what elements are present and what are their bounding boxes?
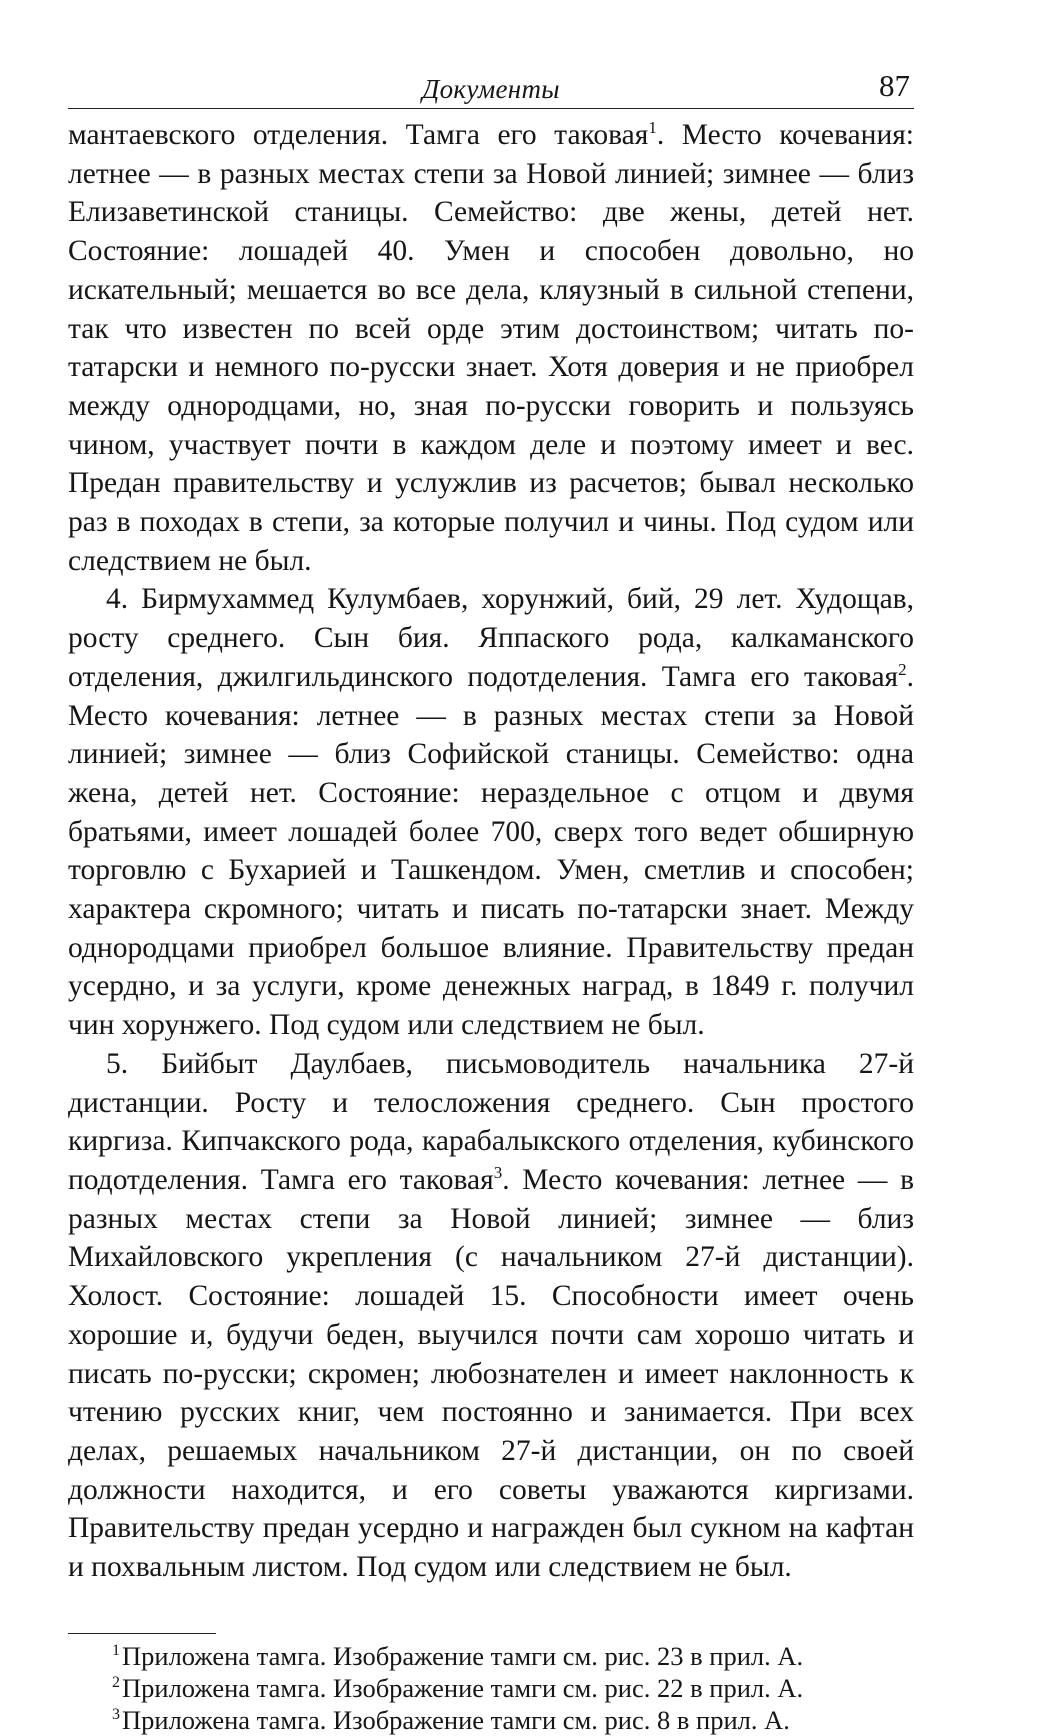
footnote: [112, 1640, 914, 1672]
paragraph-text: 4. Бирмухаммед Кулумбаев, хорунжий, бий, 29 лет. Худощав, росту среднего. Сын бия. Яппаского рода, калкаманского отделения, джилгильдинского подотделения. Тамга его таковая: [68, 583, 914, 693]
footnotes: [68, 1640, 914, 1736]
footnote-mark: 2: [112, 1673, 120, 1691]
book-page: [68, 68, 914, 1735]
paragraph-entry-5: [68, 1045, 914, 1587]
footnote-ref: 2: [898, 660, 907, 680]
body-text: [68, 116, 914, 1587]
paragraph-text: . Место кочевания: летнее — в разных местах степи за Новой линией; зимнее — близ Михайловского укрепления (с начальником 27-й дистанции). Холост. Состояние: лошадей 15. Способности имеет очень хорошие и, будучи беден, выучился почти сам хорошо читать и писать по-русски; скромен; любознателен и имеет наклонность к чтению русских книг, чем постоянно и занимается. При всех делах, решаемых начальником 27-й дистанции, он по своей должности находится, и его советы уважаются киргизами. Правительству предан усердно и награжден был сукном на кафтан и похвальным листом. Под судом или следствием не был.: [68, 1163, 914, 1584]
footnote-mark: 1: [112, 1641, 120, 1659]
footnote-text: Приложена тамга. Изображение тамги см. рис. 22 в прил. А.: [122, 1672, 804, 1703]
paragraph-text: . Место кочевания: летнее — в разных местах степи за Новой линией; зимнее — близ Елизаветинской станицы. Семейство: две жены, детей нет. Состояние: лошадей 40. Умен и способен довольно, но искательный; мешается во все дела, кляузный в сильной степени, так что известен по всей орде этим достоинством; читать по-татарски и немного по-русски знает. Хотя доверия и не приобрел между однородцами, но, зная по-русски говорить и пользуясь чином, участвует почти в каждом деле и поэтому имеет и вес. Предан правительству и услужлив из расчетов; бывал несколько раз в походах в степи, за которые получил и чины. Под судом или следствием не был.: [68, 119, 914, 577]
footnote-text: Приложена тамга. Изображение тамги см. рис. 8 в прил. А.: [122, 1704, 790, 1735]
paragraph-text: мантаевского отделения. Тамга его таковая: [68, 119, 649, 151]
footnote-ref: 1: [648, 118, 657, 138]
footnote: [112, 1672, 914, 1704]
paragraph-text: . Место кочевания: летнее — в разных местах степи за Новой линией; зимнее — близ Софийской станицы. Семейство: одна жена, детей нет. Состояние: нераздельное с отцом и двумя братьями, имеет лошадей более 700, сверх того ведет обширную торговлю с Бухарией и Ташкендом. Умен, сметлив и способен; характера скромного; читать и писать по-татарски знает. Между однородцами приобрел большое влияние. Правительству предан усердно, и за услуги, кроме денежных наград, в 1849 г. получил чин хорунжего. Под судом или следствием не был.: [68, 660, 914, 1042]
page-number: 87: [879, 68, 910, 103]
paragraph-entry-4: [68, 580, 914, 1044]
running-title: Документы: [422, 74, 560, 104]
footnote-text: Приложена тамга. Изображение тамги см. рис. 23 в прил. А.: [122, 1640, 804, 1671]
footnote: [112, 1704, 914, 1736]
footnote-ref: 3: [493, 1163, 503, 1183]
footnote-mark: 3: [112, 1705, 120, 1723]
paragraph-continued: [68, 116, 914, 580]
footnote-divider: [68, 1633, 216, 1634]
paragraph-text: 5. Бийбыт Даулбаев, письмоводитель начальника 27-й дистанции. Росту и телосложения среднего. Сын простого киргиза. Кипчакского рода, карабалыкского отделения, кубинского подотделения. Тамга его таковая: [68, 1047, 914, 1196]
page-header: [68, 70, 914, 109]
